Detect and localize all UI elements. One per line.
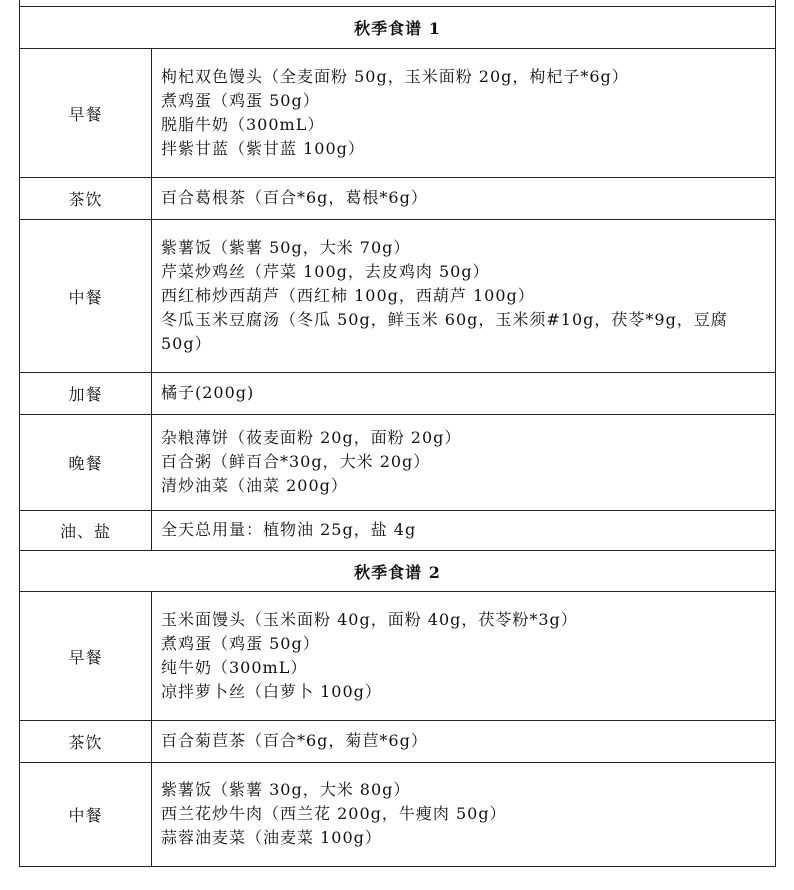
recipe-table <box>19 0 776 867</box>
section-title: 秋季食谱 1 <box>20 7 776 49</box>
dish-item: 紫薯饭（紫薯 50g，大米 70g） <box>161 237 411 257</box>
meal-details <box>152 721 776 763</box>
meal-details <box>152 592 776 721</box>
meal-row <box>20 220 776 373</box>
dish-item: 全天总用量：植物油 25g，盐 4g <box>161 520 417 539</box>
dish-item: 橘子(200g) <box>161 383 255 402</box>
section-header-row <box>20 551 776 592</box>
dish-item: 煮鸡蛋（鸡蛋 50g） <box>161 90 320 110</box>
dish-item: 西兰花炒牛肉（西兰花 200g，牛瘦肉 50g） <box>161 804 507 823</box>
meal-label: 加餐 <box>20 373 152 415</box>
dish-item: 冬瓜玉米豆腐汤（冬瓜 50g，鲜玉米 60g，玉米须#10g，茯苓*9g，豆腐 50g） <box>161 309 728 353</box>
dish-item: 芹菜炒鸡丝（芹菜 100g，去皮鸡肉 50g） <box>161 261 490 281</box>
recipe-table-body <box>20 0 776 867</box>
dish-item: 拌紫甘蓝（紫甘蓝 100g） <box>161 138 365 158</box>
meal-row <box>20 415 776 511</box>
dish-item: 纯牛奶（300mL） <box>161 657 308 677</box>
dish-item: 枸杞双色馒头（全麦面粉 50g，玉米面粉 20g，枸杞子*6g） <box>161 66 629 86</box>
section-title: 秋季食谱 2 <box>20 551 776 592</box>
meal-label: 茶饮 <box>20 178 152 220</box>
dish-item: 紫薯饭（紫薯 30g，大米 80g） <box>161 780 411 799</box>
dish-item: 百合粥（鲜百合*30g，大米 20g） <box>161 452 431 471</box>
meal-label: 中餐 <box>20 763 152 867</box>
dish-item: 百合葛根茶（百合*6g，葛根*6g） <box>161 188 428 207</box>
meal-label: 油、盐 <box>20 511 152 551</box>
meal-details <box>152 763 776 867</box>
meal-details <box>152 220 776 373</box>
meal-row <box>20 592 776 721</box>
meal-row <box>20 178 776 220</box>
meal-label: 晚餐 <box>20 415 152 511</box>
meal-label: 茶饮 <box>20 721 152 763</box>
meal-label: 早餐 <box>20 49 152 178</box>
meal-row <box>20 511 776 551</box>
meal-details <box>152 415 776 511</box>
dish-item: 脱脂牛奶（300mL） <box>161 114 325 134</box>
dish-item: 煮鸡蛋（鸡蛋 50g） <box>161 633 320 653</box>
dish-item: 西红柿炒西葫芦（西红柿 100g，西葫芦 100g） <box>161 285 535 305</box>
meal-details <box>152 178 776 220</box>
dish-item: 清炒油菜（油菜 200g） <box>161 476 348 495</box>
section-header-row <box>20 7 776 49</box>
dish-item: 百合菊苣茶（百合*6g，菊苣*6g） <box>161 731 428 750</box>
dish-item: 凉拌萝卜丝（白萝卜 100g） <box>161 681 382 701</box>
meal-details <box>152 373 776 415</box>
meal-row <box>20 373 776 415</box>
meal-row <box>20 49 776 178</box>
meal-details <box>152 511 776 551</box>
meal-row <box>20 763 776 867</box>
dish-item: 杂粮薄饼（莜麦面粉 20g，面粉 20g） <box>161 428 462 447</box>
meal-label: 中餐 <box>20 220 152 373</box>
meal-label: 早餐 <box>20 592 152 721</box>
dish-item: 玉米面馒头（玉米面粉 40g，面粉 40g，茯苓粉*3g） <box>161 609 578 629</box>
dish-item: 蒜蓉油麦菜（油麦菜 100g） <box>161 828 382 847</box>
meal-row <box>20 721 776 763</box>
meal-details <box>152 49 776 178</box>
